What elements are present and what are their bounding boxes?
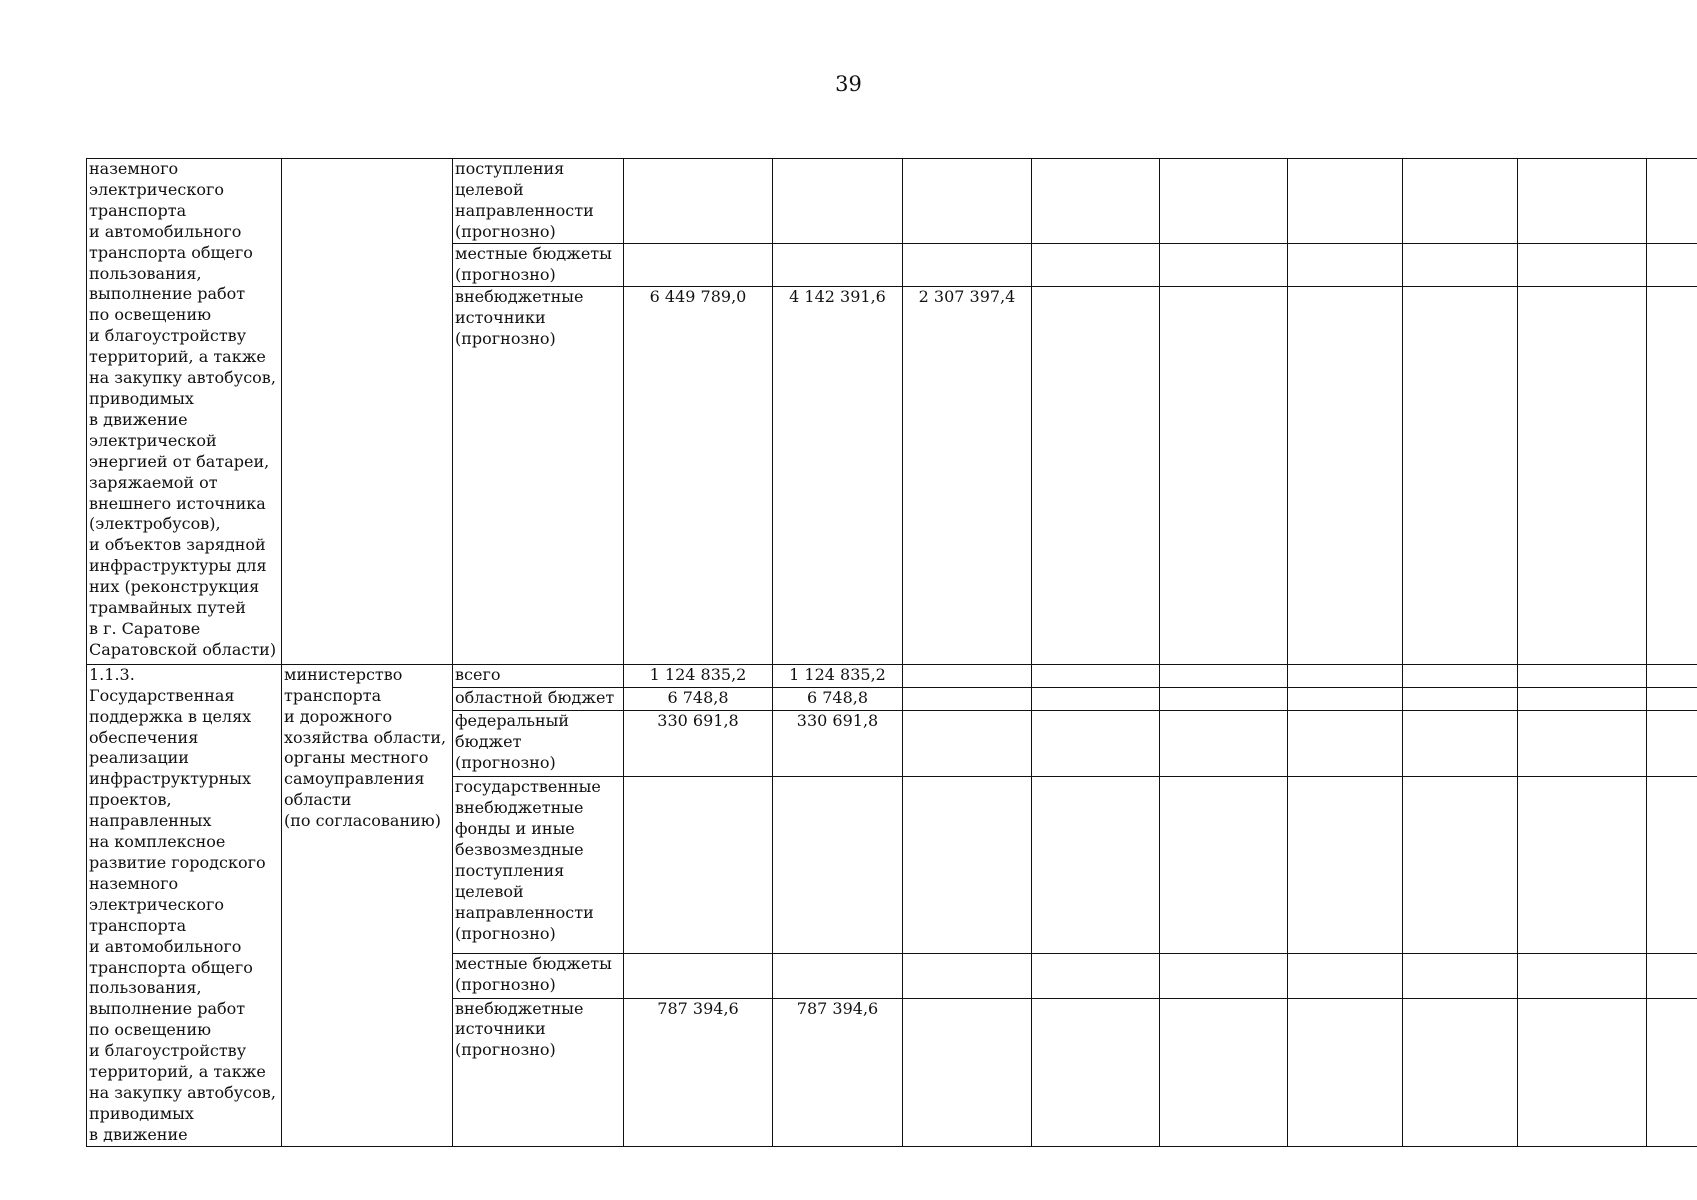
year2-cell: [903, 777, 1032, 953]
empty-cell: [1647, 159, 1697, 244]
measure-description-cell: 1.1.3. Государственная поддержка в целях обеспечения реализации инфраструктурных проектов, направленных на комплексное развитие городского наземного электрического транспорта и автомобильного транспорта общего пользования, выполнение работ по освещению и благоустройству территорий, а также на закупку автобусов, приводимых в движение: [87, 664, 282, 1146]
year1-cell: [773, 159, 903, 244]
empty-cell: [1032, 998, 1160, 1146]
empty-cell: [1518, 777, 1647, 953]
empty-cell: [1518, 159, 1647, 244]
total-cell: 1 124 835,2: [624, 664, 773, 687]
empty-cell: [1288, 998, 1403, 1146]
empty-cell: [1647, 286, 1697, 664]
total-cell: 6 748,8: [624, 687, 773, 710]
year1-cell: [773, 244, 903, 287]
empty-cell: [1403, 664, 1518, 687]
empty-cell: [1647, 710, 1697, 777]
empty-cell: [1518, 244, 1647, 287]
empty-cell: [1518, 286, 1647, 664]
empty-cell: [1647, 777, 1697, 953]
executor-cell: министерство транспорта и дорожного хозяйства области, органы местного самоуправления области (по согласованию): [282, 664, 453, 1146]
empty-cell: [1288, 286, 1403, 664]
empty-cell: [1032, 286, 1160, 664]
year2-cell: 2 307 397,4: [903, 286, 1032, 664]
empty-cell: [1647, 664, 1697, 687]
total-cell: [624, 159, 773, 244]
year1-cell: 1 124 835,2: [773, 664, 903, 687]
empty-cell: [1032, 953, 1160, 998]
empty-cell: [1518, 710, 1647, 777]
year2-cell: [903, 244, 1032, 287]
source-cell: государственные внебюджетные фонды и иные безвозмездные поступления целевой направленности (прогнозно): [453, 777, 624, 953]
empty-cell: [1160, 687, 1288, 710]
year2-cell: [903, 664, 1032, 687]
empty-cell: [1032, 687, 1160, 710]
table-row: [87, 664, 1697, 687]
year1-cell: 330 691,8: [773, 710, 903, 777]
source-cell: всего: [453, 664, 624, 687]
empty-cell: [1288, 777, 1403, 953]
empty-cell: [1160, 777, 1288, 953]
empty-cell: [1032, 244, 1160, 287]
empty-cell: [1160, 244, 1288, 287]
year2-cell: [903, 687, 1032, 710]
source-cell: местные бюджеты (прогнозно): [453, 244, 624, 287]
empty-cell: [1288, 159, 1403, 244]
year2-cell: [903, 159, 1032, 244]
source-cell: областной бюджет: [453, 687, 624, 710]
total-cell: 330 691,8: [624, 710, 773, 777]
year1-cell: [773, 953, 903, 998]
empty-cell: [1647, 998, 1697, 1146]
measure-description-cell: наземного электрического транспорта и автомобильного транспорта общего пользования, выполнение работ по освещению и благоустройству территорий, а также на закупку автобусов, приводимых в движение электрической энергией от батареи, заряжаемой от внешнего источника (электробусов), и объектов зарядной инфраструктуры для них (реконструкция трамвайных путей в г. Саратове Саратовской области): [87, 159, 282, 665]
empty-cell: [1518, 998, 1647, 1146]
empty-cell: [1403, 998, 1518, 1146]
year1-cell: 4 142 391,6: [773, 286, 903, 664]
empty-cell: [1403, 687, 1518, 710]
empty-cell: [1160, 953, 1288, 998]
empty-cell: [1403, 777, 1518, 953]
empty-cell: [1403, 286, 1518, 664]
empty-cell: [1288, 710, 1403, 777]
year1-cell: 787 394,6: [773, 998, 903, 1146]
year1-cell: 6 748,8: [773, 687, 903, 710]
year2-cell: [903, 953, 1032, 998]
source-cell: внебюджетные источники (прогнозно): [453, 998, 624, 1146]
empty-cell: [1160, 998, 1288, 1146]
empty-cell: [1032, 777, 1160, 953]
year1-cell: [773, 777, 903, 953]
empty-cell: [1518, 664, 1647, 687]
empty-cell: [1032, 710, 1160, 777]
total-cell: [624, 244, 773, 287]
empty-cell: [1403, 159, 1518, 244]
empty-cell: [1288, 664, 1403, 687]
source-cell: местные бюджеты (прогнозно): [453, 953, 624, 998]
source-cell: поступления целевой направленности (прогнозно): [453, 159, 624, 244]
source-cell: федеральный бюджет (прогнозно): [453, 710, 624, 777]
empty-cell: [1403, 953, 1518, 998]
empty-cell: [1288, 953, 1403, 998]
empty-cell: [1647, 953, 1697, 998]
empty-cell: [1403, 244, 1518, 287]
total-cell: 787 394,6: [624, 998, 773, 1146]
empty-cell: [1647, 687, 1697, 710]
source-cell: внебюджетные источники (прогнозно): [453, 286, 624, 664]
total-cell: [624, 777, 773, 953]
funding-table: [86, 158, 1697, 1147]
empty-cell: [1518, 953, 1647, 998]
total-cell: 6 449 789,0: [624, 286, 773, 664]
total-cell: [624, 953, 773, 998]
empty-cell: [1403, 710, 1518, 777]
executor-cell: [282, 159, 453, 665]
year2-cell: [903, 998, 1032, 1146]
empty-cell: [1032, 159, 1160, 244]
empty-cell: [1518, 687, 1647, 710]
page-number: 39: [835, 72, 862, 96]
empty-cell: [1160, 664, 1288, 687]
empty-cell: [1032, 664, 1160, 687]
table-row: [87, 159, 1697, 244]
year2-cell: [903, 710, 1032, 777]
empty-cell: [1288, 244, 1403, 287]
empty-cell: [1647, 244, 1697, 287]
empty-cell: [1288, 687, 1403, 710]
empty-cell: [1160, 286, 1288, 664]
empty-cell: [1160, 159, 1288, 244]
empty-cell: [1160, 710, 1288, 777]
